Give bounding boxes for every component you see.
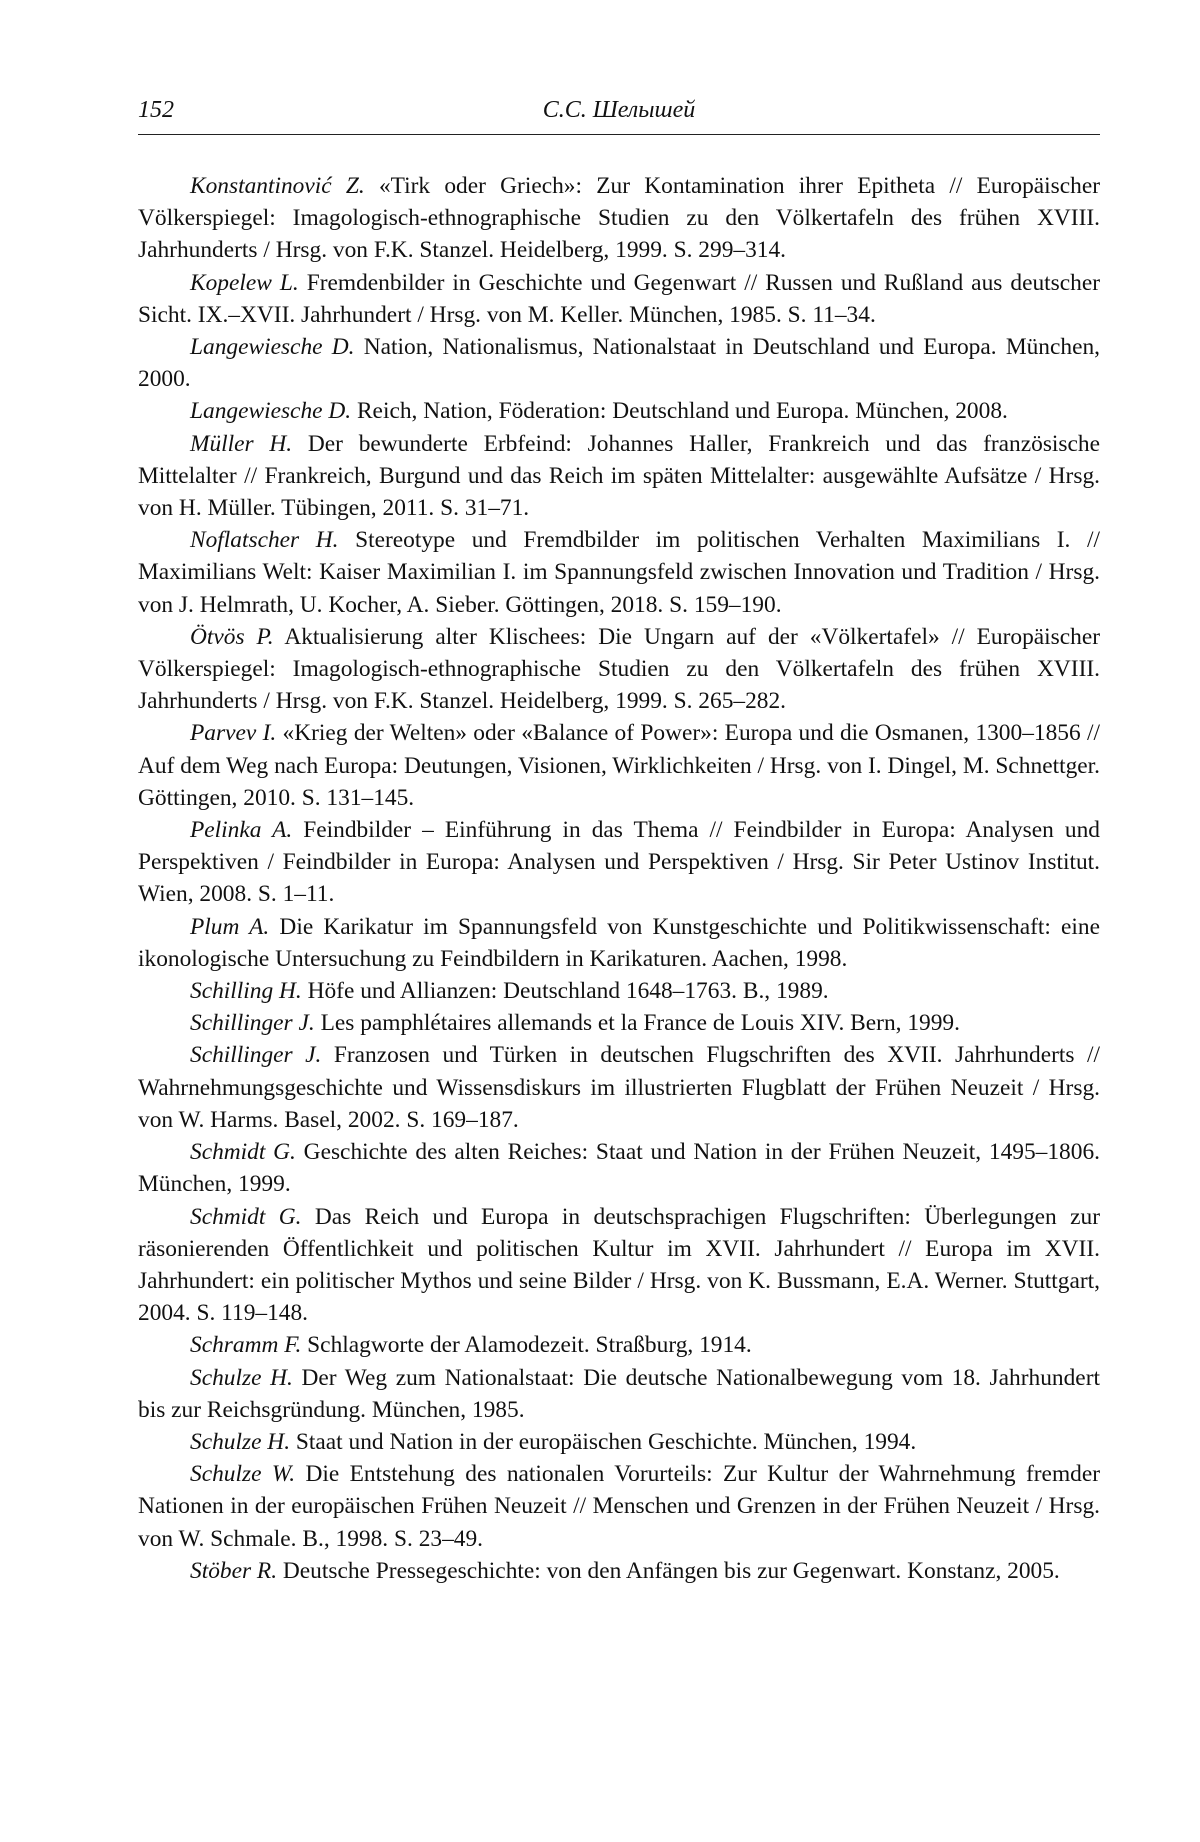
entry-author: Schulze W. (190, 1461, 295, 1487)
entry-text: Stereotype und Fremdbilder im politischen Verhalten Maximilians I. // Maximilians Welt: Kaiser Maximilian I. im Spannungsfeld zwischen Innovation und Tradition / Hrsg. von J. Helmrath, U. Kocher, A. Sieber. Göttingen, 2018. S. 159–190. (138, 527, 1100, 617)
entry-text: Nation, Nationalismus, Nationalstaat in Deutschland und Europa. München, 2000. (138, 334, 1100, 392)
entry-author: Schillinger J. (190, 1042, 321, 1068)
running-head: С.С. Шелышей (138, 94, 1100, 126)
bibliography-entry (138, 1426, 1100, 1458)
entry-author: Schilling H. (190, 978, 302, 1004)
entry-author: Schramm F. (190, 1332, 301, 1358)
bibliography-entry (138, 428, 1100, 525)
entry-author: Parvev I. (190, 720, 276, 746)
bibliography-entry (138, 1458, 1100, 1555)
entry-author: Plum A. (190, 914, 269, 940)
entry-author: Schmidt G. (190, 1204, 301, 1230)
bibliography-entry (138, 1136, 1100, 1200)
entry-author: Kopelew L. (190, 270, 299, 296)
entry-text: Staat und Nation in der europäischen Geschichte. München, 1994. (290, 1429, 916, 1455)
bibliography-entry (138, 911, 1100, 975)
bibliography-entry (138, 170, 1100, 267)
entry-text: Aktualisierung alter Klischees: Die Ungarn auf der «Völkertafel» // Europäischer Völkerspiegel: Imagologisch-ethnographische Studien zu den Völkertafeln des frühen XVIII. Jahrhunderts / Hrsg. von F.K. Stanzel. Heidelberg, 1999. S. 265–282. (138, 624, 1100, 714)
bibliography-entry (138, 395, 1100, 427)
entry-text: Les pamphlétaires allemands et la France de Louis XIV. Bern, 1999. (315, 1010, 960, 1036)
entry-text: Die Karikatur im Spannungsfeld von Kunstgeschichte und Politikwissenschaft: eine ikonologische Untersuchung zu Feindbildern in Karikaturen. Aachen, 1998. (138, 914, 1100, 972)
bibliography-list (138, 170, 1100, 1587)
entry-author: Ötvös P. (190, 624, 274, 650)
bibliography-entry (138, 717, 1100, 814)
entry-text: Feindbilder – Einführung in das Thema // Feindbilder in Europa: Analysen und Perspektiven / Feindbilder in Europa: Analysen und Perspektiven / Hrsg. Sir Peter Ustinov Institut. Wien, 2008. S. 1–11. (138, 817, 1100, 907)
entry-text: Schlagworte der Alamodezeit. Straßburg, 1914. (301, 1332, 751, 1358)
entry-author: Schulze H. (190, 1365, 293, 1391)
page-header (138, 94, 1100, 135)
bibliography-entry (138, 975, 1100, 1007)
entry-author: Langewiesche D. (190, 334, 355, 360)
entry-author: Müller H. (190, 431, 292, 457)
entry-author: Stöber R. (190, 1558, 277, 1584)
entry-text: «Krieg der Welten» oder «Balance of Power»: Europa und die Osmanen, 1300–1856 // Auf dem Weg nach Europa: Deutungen, Visionen, Wirklichkeiten / Hrsg. von I. Dingel, M. Schnettger. Göttingen, 2010. S. 131–145. (138, 720, 1100, 810)
entry-text: «Tirk oder Griech»: Zur Kontamination ihrer Epitheta // Europäischer Völkerspiegel: Imagologisch-ethnographische Studien zu den Völkertafeln des frühen XVIII. Jahrhunderts / Hrsg. von F.K. Stanzel. Heidelberg, 1999. S. 299–314. (138, 173, 1100, 263)
book-page (0, 0, 1200, 1842)
entry-author: Langewiesche D. (190, 398, 351, 424)
entry-text: Der bewunderte Erbfeind: Johannes Haller, Frankreich und das französische Mittelalter // Frankreich, Burgund und das Reich im späten Mittelalter: ausgewählte Aufsätze / Hrsg. von H. Müller. Tübingen, 2011. S. 31–71. (138, 431, 1100, 521)
entry-text: Franzosen und Türken in deutschen Flugschriften des XVII. Jahrhunderts // Wahrnehmungsgeschichte und Wissensdiskurs im illustrierten Flugblatt der Frühen Neuzeit / Hrsg. von W. Harms. Basel, 2002. S. 169–187. (138, 1042, 1100, 1132)
entry-author: Noflatscher H. (190, 527, 339, 553)
entry-text: Der Weg zum Nationalstaat: Die deutsche Nationalbewegung vom 18. Jahrhundert bis zur Reichsgründung. München, 1985. (138, 1365, 1100, 1423)
bibliography-entry (138, 1201, 1100, 1330)
entry-text: Fremdenbilder in Geschichte und Gegenwart // Russen und Rußland aus deutscher Sicht. IX.–XVII. Jahrhundert / Hrsg. von M. Keller. München, 1985. S. 11–34. (138, 270, 1100, 328)
entry-text: Höfe und Allianzen: Deutschland 1648–1763. B., 1989. (302, 978, 829, 1004)
bibliography-entry (138, 1329, 1100, 1361)
entry-author: Pelinka A. (190, 817, 292, 843)
bibliography-entry (138, 524, 1100, 621)
entry-author: Schillinger J. (190, 1010, 315, 1036)
bibliography-entry (138, 1039, 1100, 1136)
entry-author: Konstantinović Z. (190, 173, 365, 199)
entry-author: Schulze H. (190, 1429, 290, 1455)
bibliography-entry (138, 814, 1100, 911)
bibliography-entry (138, 267, 1100, 331)
bibliography-entry (138, 1007, 1100, 1039)
bibliography-entry (138, 1362, 1100, 1426)
entry-text: Reich, Nation, Föderation: Deutschland und Europa. München, 2008. (351, 398, 1008, 424)
bibliography-entry (138, 1555, 1100, 1587)
page-number: 152 (138, 94, 174, 126)
bibliography-entry (138, 621, 1100, 718)
entry-text: Geschichte des alten Reiches: Staat und Nation in der Frühen Neuzeit, 1495–1806. München, 1999. (138, 1139, 1100, 1197)
entry-text: Die Entstehung des nationalen Vorurteils: Zur Kultur der Wahrnehmung fremder Nationen in der europäischen Frühen Neuzeit // Menschen und Grenzen in der Frühen Neuzeit / Hrsg. von W. Schmale. B., 1998. S. 23–49. (138, 1461, 1100, 1551)
bibliography-entry (138, 331, 1100, 395)
entry-text: Deutsche Pressegeschichte: von den Anfängen bis zur Gegenwart. Konstanz, 2005. (277, 1558, 1060, 1584)
entry-text: Das Reich und Europa in deutschsprachigen Flugschriften: Überlegungen zur räsonierenden Öffentlichkeit und politischen Kultur im XVII. Jahrhundert // Europa im XVII. Jahrhundert: ein politischer Mythos und seine Bilder / Hrsg. von K. Bussmann, E.A. Werner. Stuttgart, 2004. S. 119–148. (138, 1204, 1100, 1327)
entry-author: Schmidt G. (190, 1139, 296, 1165)
